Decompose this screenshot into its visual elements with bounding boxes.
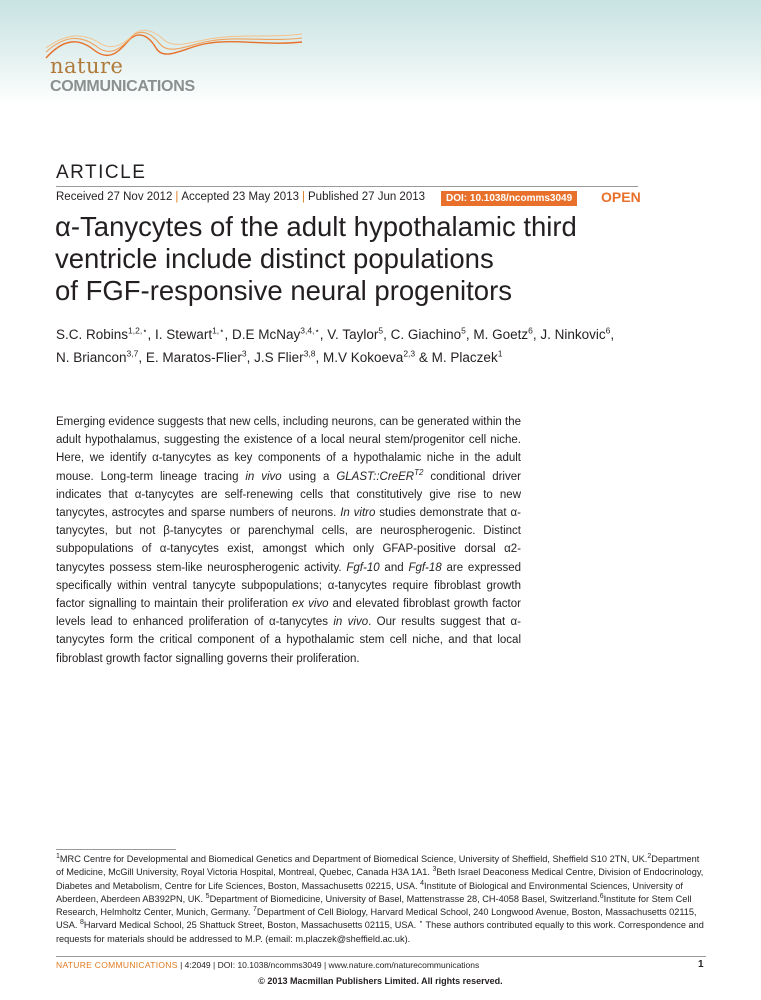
footer-separator: | — [323, 960, 327, 970]
affiliation-marker: 5 — [205, 892, 210, 900]
author-name: J. Ninkovic — [540, 327, 606, 342]
open-access-label: OPEN — [601, 189, 641, 205]
abstract-segment: Emerging evidence suggests that new cells, including neurons, can be generated within the adult hypothalamus, suggesting the existence of a local neural stem/progenitor cell niche. Here, we identify α-tanycytes as key components of a hypothalamic niche in the adult mouse. Long-term lineage tracing — [56, 416, 521, 483]
title-line: ventricle include distinct populations — [55, 243, 494, 274]
affiliation-marker: 7 — [252, 906, 257, 914]
footer-doi[interactable]: DOI: 10.1038/ncomms3049 — [217, 960, 322, 970]
author-list — [56, 323, 656, 369]
affiliation-marker: 6 — [599, 892, 604, 900]
author-affiliation-marker: 6 — [605, 325, 611, 336]
abstract-segment: using a — [281, 470, 337, 483]
abstract-superscript: T2 — [414, 467, 424, 477]
abstract-text — [56, 413, 521, 668]
affiliation-text: Department of Biomedicine, University of Basel, Mattenstrasse 28, CH-4058 Basel, Switzerland. — [209, 893, 600, 904]
author-separator: , — [315, 350, 324, 365]
author-separator: , — [610, 327, 615, 342]
affiliation-text: Institute for Stem Cell Research, Helmholtz Center, Munich, Germany. — [56, 893, 692, 918]
published-date: Published 27 Jun 2013 — [308, 191, 426, 203]
abstract-italic-term: Fgf-10 — [346, 561, 380, 574]
author — [327, 327, 383, 342]
author-affiliation-marker: 5 — [461, 325, 466, 336]
author-separator: , — [383, 327, 391, 342]
author-affiliation-marker: 5 — [378, 325, 384, 336]
journal-logo — [44, 28, 304, 98]
accepted-date: Accepted 23 May 2013 — [181, 191, 299, 203]
author-name: V. Taylor — [327, 327, 379, 342]
affiliation-marker: 3 — [432, 866, 437, 874]
author-affiliation-marker: 6 — [528, 325, 533, 336]
author — [540, 327, 610, 342]
author — [155, 327, 224, 342]
author-affiliation-marker: 3,4,⋆ — [300, 325, 320, 336]
abstract-segment: and — [379, 561, 409, 574]
affiliation-text: Department of Cell Biology, Harvard Medical School, 240 Longwood Avenue, Boston, Massachusetts 02115, USA. — [56, 907, 697, 931]
title-line: α-Tanycytes of the adult hypothalamic third — [55, 211, 577, 242]
affiliation-text: Department of Medicine, McGill University, Royal Victoria Hospital, Montreal, Quebec, Canada H3A 1A1. — [56, 854, 700, 878]
affiliation-marker: 4 — [420, 879, 425, 887]
author — [56, 327, 148, 342]
author — [56, 350, 138, 365]
affiliation-marker: 8 — [80, 919, 84, 927]
footer-citation: 4:2049 — [184, 960, 211, 970]
abstract-segment: studies demonstrate that α-tanycytes, but not β-tanycytes or parenchymal cells, are neurospherogenic. Distinct subpopulations of α-tanycytes exist, amongst which only GFAP-positive dorsal α2-tanycytes possess stem-like neurospherogenic activity. — [56, 507, 521, 574]
author-affiliation-marker: 1,2,⋆ — [128, 325, 148, 336]
abstract-italic-term: in vivo — [245, 470, 282, 483]
copyright-notice: © 2013 Macmillan Publishers Limited. All rights reserved. — [258, 976, 503, 986]
author-affiliation-marker: 1 — [497, 348, 503, 359]
author-separator: , — [465, 327, 474, 342]
author-affiliation-marker: 2,3 — [403, 348, 416, 359]
author-separator: , — [147, 327, 156, 342]
affiliation-marker: 2 — [647, 852, 652, 860]
header-rule — [56, 186, 638, 187]
author — [323, 350, 415, 365]
title-line: of FGF-responsive neural progenitors — [55, 275, 513, 306]
article-title — [55, 211, 655, 307]
author — [432, 350, 503, 365]
author-separator: & — [415, 350, 432, 365]
date-separator: | — [302, 191, 305, 203]
author-separator: , — [532, 327, 541, 342]
author-affiliation-marker: 3 — [241, 348, 247, 359]
received-date: Received 27 Nov 2012 — [56, 191, 173, 203]
footer-url[interactable]: www.nature.com/naturecommunications — [328, 960, 480, 970]
author-name: M.V Kokoeva — [323, 350, 404, 365]
abstract-italic-term: In vitro — [340, 507, 376, 520]
abstract-italic-term: ex vivo — [292, 598, 329, 611]
author-separator: , — [224, 327, 233, 342]
author-affiliation-marker: 1,⋆ — [212, 325, 225, 336]
affiliation-text: Institute of Biological and Environmental Sciences, University of Aberdeen, Aberdeen AB392PN, UK. — [56, 880, 683, 904]
footer-separator: | — [213, 960, 216, 970]
author-separator: , — [246, 350, 255, 365]
logo-communications-text: COMMUNICATIONS — [50, 78, 195, 95]
abstract-italic-term: Fgf-18 — [408, 561, 442, 574]
author-name: S.C. Robins — [56, 327, 129, 342]
page-number: 1 — [698, 959, 704, 970]
affiliation-text: MRC Centre for Developmental and Biomedical Genetics and Department of Biomedical Science, University of Sheffield, Sheffield S10 2TN, UK. — [59, 854, 648, 864]
author — [391, 327, 466, 342]
abstract-segment: . Our results suggest that α-tanycytes form the critical component of a hypothalamic stem cell niche, and that local fibroblast growth factor signalling governs their proliferation. — [56, 616, 521, 665]
article-type-label: ARTICLE — [56, 162, 147, 183]
author — [473, 327, 533, 342]
author — [232, 327, 320, 342]
author-name: D.E McNay — [232, 327, 301, 342]
author-name: M. Goetz — [473, 327, 529, 342]
author-name: J.S Flier — [254, 350, 304, 365]
doi-badge[interactable]: DOI: 10.1038/ncomms3049 — [441, 191, 577, 206]
footer-separator: | — [180, 960, 183, 970]
author — [254, 350, 315, 365]
abstract-italic-term: GLAST::CreER — [336, 470, 415, 483]
author-affiliation-marker: 3,7 — [126, 348, 139, 359]
affiliation-marker: ⋆ — [418, 919, 424, 927]
author-affiliation-marker: 3,8 — [303, 348, 316, 359]
affiliation-text: These authors contributed equally to this work. Correspondence and requests for materials should be addressed to M.P. (email: m.placzek@sheffield.ac.uk). — [56, 920, 704, 944]
affiliation-marker: 1 — [56, 852, 60, 860]
author-name: C. Giachino — [390, 327, 462, 342]
abstract-italic-term: in vivo — [333, 616, 369, 629]
date-separator: | — [175, 191, 179, 203]
affiliations — [56, 853, 706, 946]
affiliation-text: Harvard Medical School, 25 Shattuck Street, Boston, Massachusetts 02115, USA. — [83, 920, 419, 931]
abstract-segment: are expressed specifically within ventral tanycyte subpopulations; α-tanycytes require fibroblast growth factor signalling to maintain their proliferation — [56, 561, 521, 611]
affiliation-text: Beth Israel Deaconess Medical Centre, Division of Endocrinology, Diabetes and Metabolism, Centre for Life Sciences, Boston, Massachusetts 02215, USA. — [56, 867, 704, 891]
author-separator: , — [138, 350, 146, 365]
author-name: N. Briancon — [56, 350, 127, 365]
author-separator: , — [319, 327, 328, 342]
footer-journal-name: NATURE COMMUNICATIONS — [56, 960, 178, 970]
footnote-rule — [56, 849, 176, 850]
abstract-segment: and elevated fibroblast growth factor levels lead to enhanced proliferation of α-tanycytes — [56, 598, 521, 629]
author — [146, 350, 247, 365]
author-name: I. Stewart — [155, 327, 213, 342]
author-name: E. Maratos-Flier — [145, 350, 242, 365]
logo-nature-text: nature — [50, 54, 124, 78]
article-dates — [56, 191, 425, 203]
page-footer — [56, 960, 479, 970]
abstract — [56, 413, 521, 668]
author-name: M. Placzek — [431, 350, 498, 365]
abstract-segment: conditional driver indicates that α-tanycytes are self-renewing cells that constitutively give rise to new tanycytes, astrocytes and sparse numbers of neurons. — [56, 470, 521, 520]
footer-rule — [56, 956, 706, 957]
